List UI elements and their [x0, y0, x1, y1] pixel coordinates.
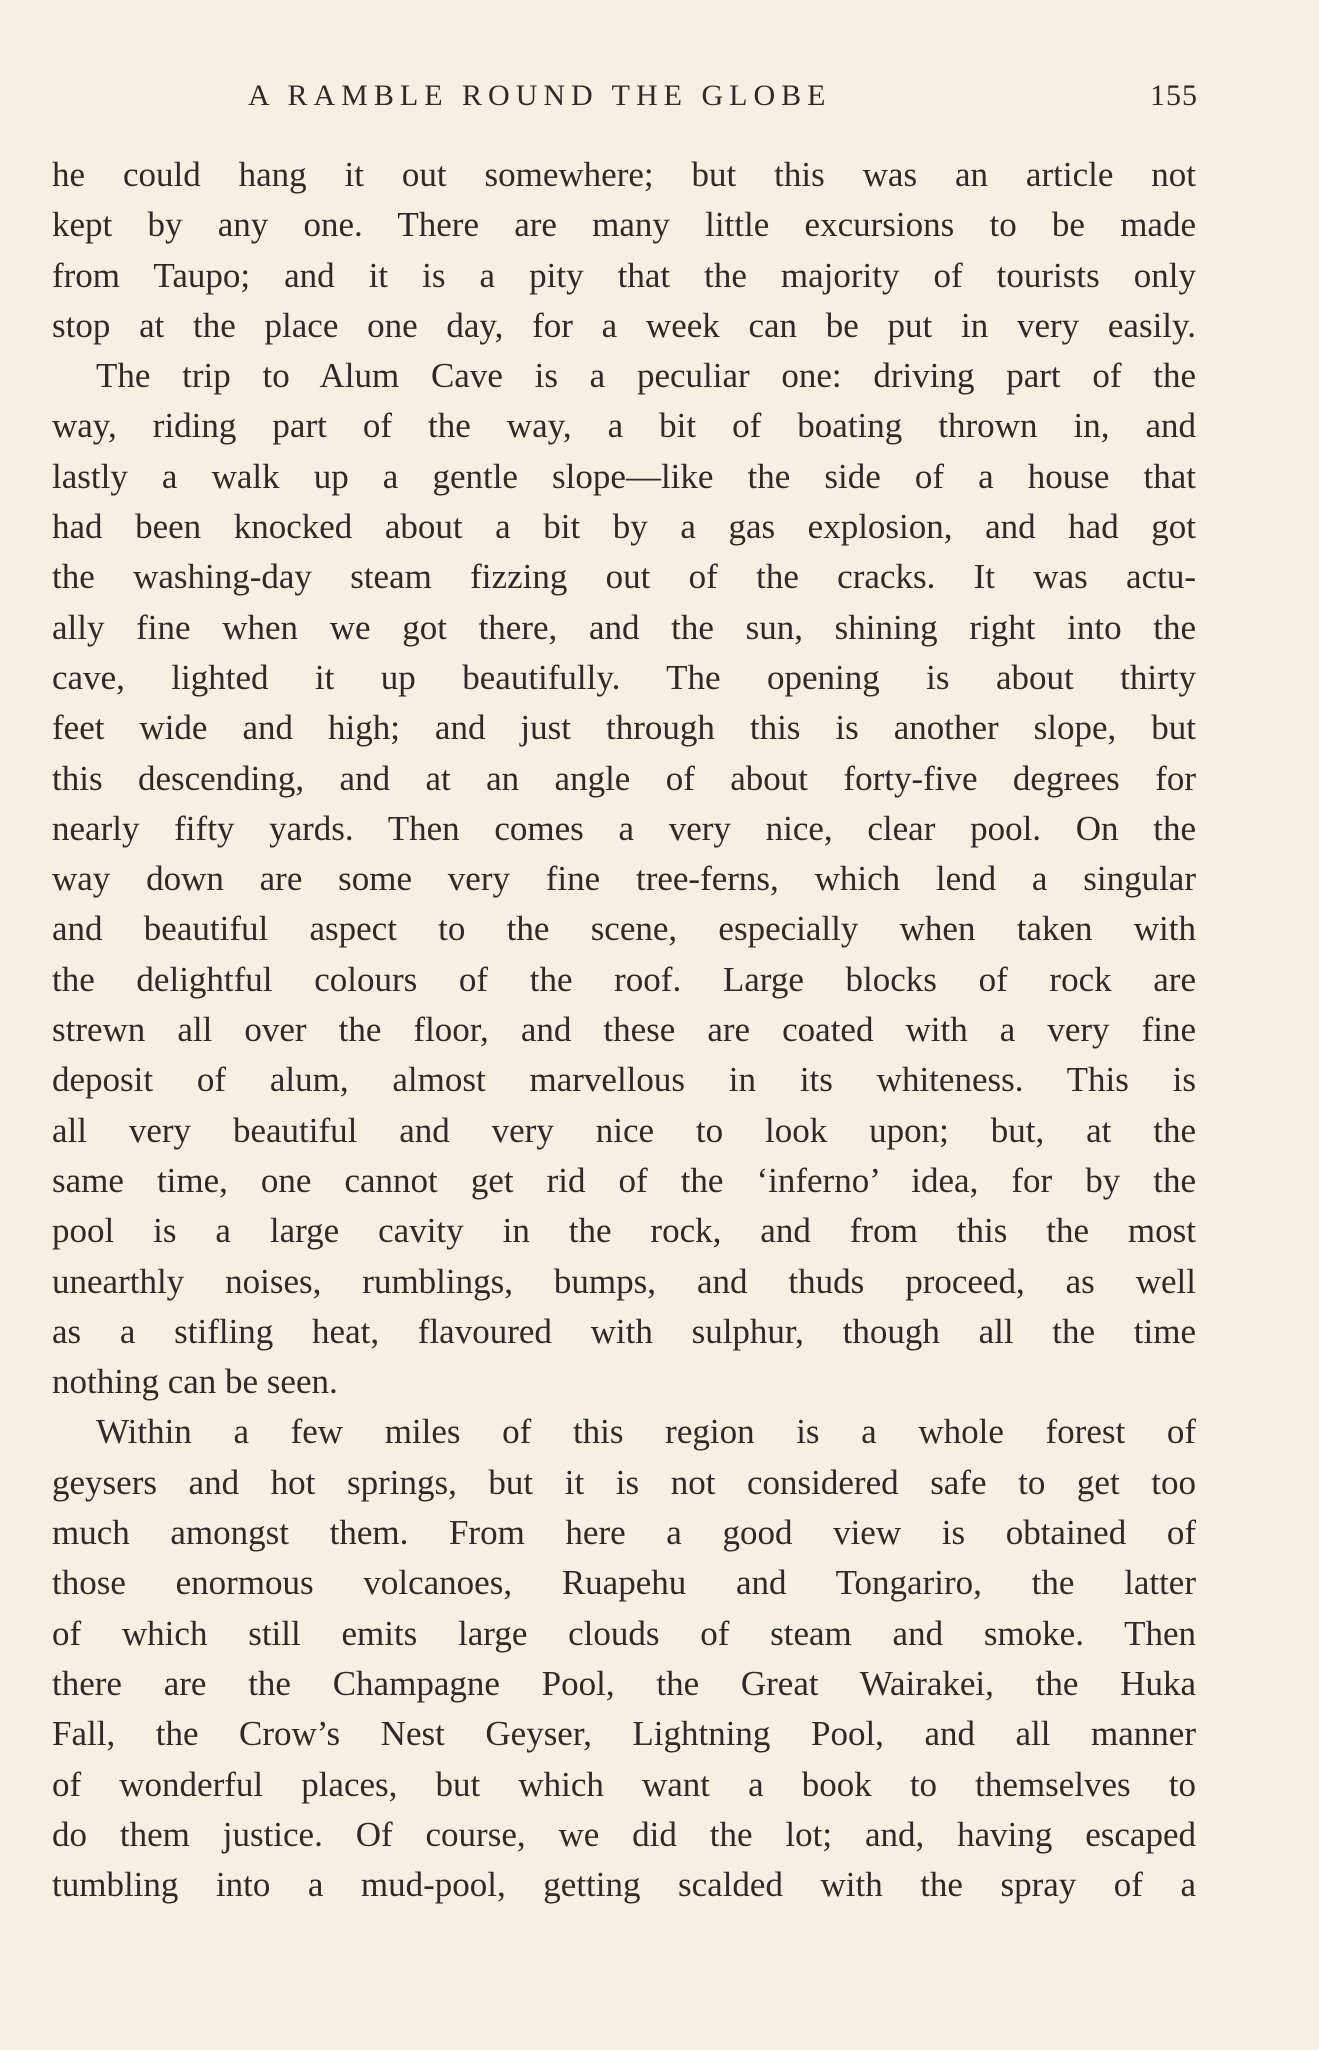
text-line: geysers and hot springs, but it is not considered safe to get too: [52, 1462, 1196, 1502]
text-line: those enormous volcanoes, Ruapehu and Tongariro, the latter: [52, 1563, 1196, 1603]
text-line: stop at the place one day, for a week can be put in very easily.: [52, 305, 1196, 345]
text-line: ally fine when we got there, and the sun, shining right into the: [52, 607, 1196, 647]
text-line: same time, one cannot get rid of the ‘inferno’ idea, for by the: [52, 1160, 1196, 1200]
text-line: nearly fifty yards. Then comes a very nice, clear pool. On the: [52, 808, 1196, 848]
text-line: and beautiful aspect to the scene, especially when taken with: [52, 909, 1196, 949]
text-line: the delightful colours of the roof. Large blocks of rock are: [52, 959, 1196, 999]
text-line: had been knocked about a bit by a gas explosion, and had got: [52, 507, 1196, 547]
text-line: as a stifling heat, flavoured with sulphur, though all the time: [52, 1311, 1196, 1351]
text-line: way, riding part of the way, a bit of boating thrown in, and: [52, 406, 1196, 446]
text-line: pool is a large cavity in the rock, and from this the most: [52, 1211, 1196, 1251]
text-line: cave, lighted it up beautifully. The opening is about thirty: [52, 657, 1196, 697]
text-line: way down are some very fine tree-ferns, which lend a singular: [52, 859, 1196, 899]
text-line: he could hang it out somewhere; but this was an article not: [52, 155, 1196, 194]
text-line: there are the Champagne Pool, the Great Wairakei, the Huka: [52, 1663, 1196, 1703]
text-line: nothing can be seen.: [52, 1362, 338, 1402]
text-line: much amongst them. From here a good view is obtained of: [52, 1513, 1196, 1553]
text-line: from Taupo; and it is a pity that the majority of tourists only: [52, 255, 1196, 295]
text-line: the washing-day steam fizzing out of the cracks. It was actu-: [52, 557, 1196, 597]
body-text: [52, 150, 1196, 1910]
running-head: [0, 78, 1319, 114]
text-line: feet wide and high; and just through this is another slope, but: [52, 708, 1196, 748]
text-line: this descending, and at an angle of about forty-five degrees for: [52, 758, 1196, 798]
text-line: unearthly noises, rumblings, bumps, and thuds proceed, as well: [52, 1261, 1196, 1301]
page-number: 155: [1150, 79, 1198, 112]
text-line: of wonderful places, but which want a book to themselves to: [52, 1764, 1196, 1804]
text-line: deposit of alum, almost marvellous in its whiteness. This is: [52, 1060, 1196, 1100]
text-line: tumbling into a mud-pool, getting scalded with the spray of a: [52, 1865, 1196, 1905]
text-line: of which still emits large clouds of steam and smoke. Then: [52, 1613, 1196, 1653]
text-line: lastly a walk up a gentle slope—like the side of a house that: [52, 456, 1196, 496]
text-line: strewn all over the floor, and these are coated with a very fine: [52, 1010, 1196, 1050]
text-line: The trip to Alum Cave is a peculiar one: driving part of the: [96, 356, 1196, 396]
text-line: Within a few miles of this region is a whole forest of: [96, 1412, 1196, 1452]
text-line: Fall, the Crow’s Nest Geyser, Lightning Pool, and all manner: [52, 1714, 1196, 1754]
text-line: kept by any one. There are many little excursions to be made: [52, 205, 1196, 245]
text-line: do them justice. Of course, we did the lot; and, having escaped: [52, 1814, 1196, 1854]
running-title: A RAMBLE ROUND THE GLOBE: [248, 79, 832, 112]
text-line: all very beautiful and very nice to look upon; but, at the: [52, 1110, 1196, 1150]
